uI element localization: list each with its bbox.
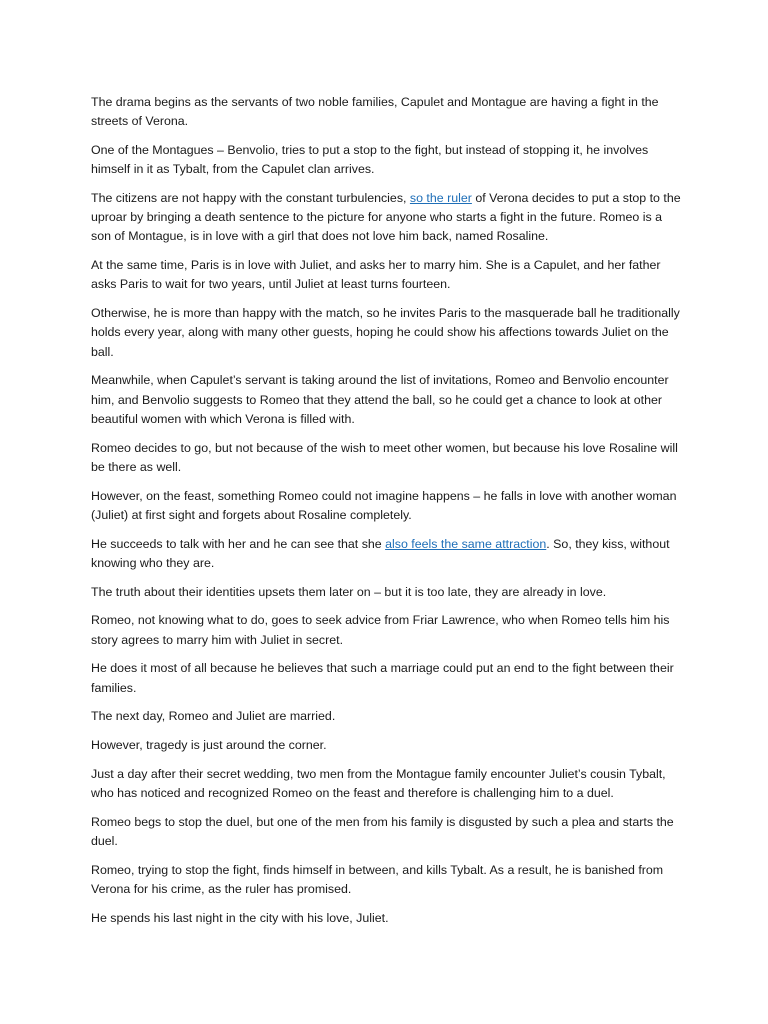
paragraph-5: Otherwise, he is more than happy with the match, so he invites Paris to the masquerade ball he traditionally holds every year, along with many other guests, hoping he could show his affections towards Juliet on the ball. (91, 306, 680, 359)
also-feels-the-same-attraction-link[interactable]: also feels the same attraction (385, 536, 547, 551)
paragraph-1: The drama begins as the servants of two noble families, Capulet and Montague are having a fight in the streets of Verona. (91, 95, 659, 129)
paragraph-14: However, tragedy is just around the corner. (91, 738, 327, 753)
paragraph-8: However, on the feast, something Romeo could not imagine happens – he falls in love with another woman (Juliet) at first sight and forgets about Rosaline completely. (91, 488, 677, 522)
paragraph-2: One of the Montagues – Benvolio, tries to put a stop to the fight, but instead of stopping it, he involves himself in it as Tybalt, from the Capulet clan arrives. (91, 143, 649, 177)
paragraph-9-text-after: . So, they kiss, without knowing who they are. (91, 536, 670, 570)
paragraph-4: At the same time, Paris is in love with Juliet, and asks her to marry him. She is a Capulet, and her father asks Paris to wait for two years, until Juliet at least turns fourteen. (91, 258, 661, 292)
paragraph-7: Romeo decides to go, but not because of the wish to meet other women, but because his love Rosaline will be there as well. (91, 440, 678, 474)
paragraph-3-text-before: The citizens are not happy with the constant turbulencies, (91, 191, 410, 205)
paragraph-18: He spends his last night in the city with his love, Juliet. (91, 911, 389, 925)
paragraph-13: The next day, Romeo and Juliet are married. (91, 709, 336, 724)
paragraph-17: Romeo, trying to stop the fight, finds himself in between, and kills Tybalt. As a result, he is banished from Verona for his crime, as the ruler has promised. (91, 863, 664, 897)
paragraph-3 (91, 189, 683, 247)
paragraph-6: Meanwhile, when Capulet’s servant is taking around the list of invitations, Romeo and Benvolio encounter him, and Benvolio suggests to Romeo that they attend the ball, so he could get a chance to look at other beautiful women with which Verona is filled with. (91, 373, 669, 426)
paragraph-16: Romeo begs to stop the duel, but one of the men from his family is disgusted by such a plea and starts the duel. (91, 815, 674, 849)
paragraph-9-text-before: He succeeds to talk with her and he can see that she (91, 536, 386, 551)
paragraph-11: Romeo, not knowing what to do, goes to seek advice from Friar Lawrence, who when Romeo tells him his story agrees to marry him with Juliet in secret. (91, 613, 670, 647)
paragraph-10: The truth about their identities upsets them later on – but it is too late, they are already in love. (91, 584, 607, 599)
paragraph-3-text-after: of Verona decides to put a stop to the uproar by bringing a death sentence to the picture for anyone who starts a fight in the future. Romeo is a son of Montague, is in love with a girl that does not love him back, named Rosaline. (91, 191, 681, 244)
paragraph-9 (91, 535, 683, 573)
document-page (91, 93, 683, 938)
paragraph-15: Just a day after their secret wedding, two men from the Montague family encounter Juliet’s cousin Tybalt, who has noticed and recognized Romeo on the feast and therefore is challenging him to a duel. (91, 767, 666, 801)
so-the-ruler-link[interactable]: so the ruler (409, 191, 472, 205)
paragraph-12: He does it most of all because he believes that such a marriage could put an end to the fight between their families. (91, 661, 674, 695)
